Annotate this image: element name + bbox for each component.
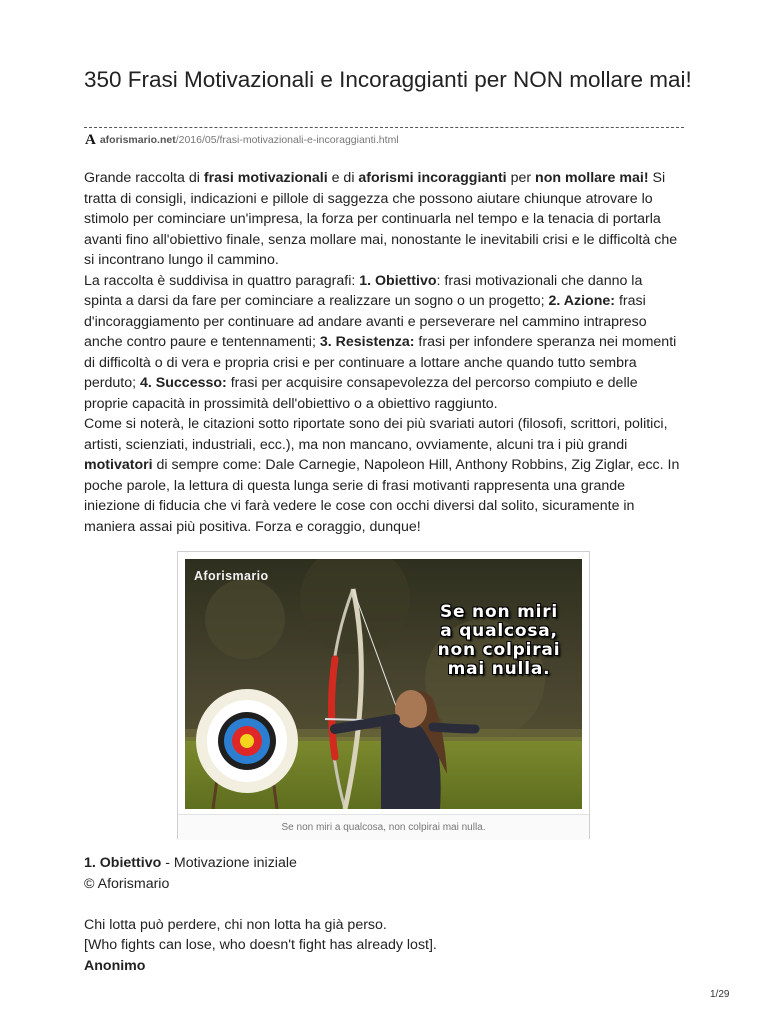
archer-illustration	[185, 559, 582, 809]
archery-figure	[177, 551, 590, 839]
bold-phrase: 1. Obiettivo	[359, 272, 437, 289]
photo-quote-line: non colpirai	[437, 640, 561, 660]
source-path[interactable]: /2016/05/frasi-motivazionali-e-incoraggianti.html	[175, 134, 399, 146]
photo-brand-label: Aforismario	[194, 569, 269, 583]
text-run: Come si noterà, le citazioni sotto riportate sono dei più svariati autori (filosofi, scrittori, politici, artisti, scienziati, industriali, ecc.), ma non mancano, ovviamente, alcuni tra i più grandi	[84, 416, 668, 453]
text-run: La raccolta è suddivisa in quattro paragrafi:	[84, 272, 360, 289]
photo-quote-line: mai nulla.	[447, 659, 551, 679]
source-domain[interactable]: aforismario.net	[99, 134, 176, 146]
section-heading-suffix: - Motivazione iniziale	[161, 855, 297, 871]
text-run: : frasi motivazionali che danno la spinta a darsi da fare per cominciare a realizzare un sogno o un progetto;	[84, 272, 643, 309]
text-run: frasi d'incoraggiamento per continuare ad andare avanti e perseverare nel cammino intrapreso anche contro paure e tentennamenti;	[84, 293, 647, 350]
intro-paragraph-3	[84, 414, 684, 537]
text-run: Grande raccolta di	[84, 170, 204, 186]
section-obiettivo	[84, 853, 684, 976]
source-url[interactable]	[85, 133, 399, 147]
bold-phrase: motivatori	[84, 457, 153, 473]
bold-phrase: aforismi incoraggianti	[358, 170, 507, 186]
quote-author-name: Anonimo	[84, 957, 146, 974]
text-run: frasi per infondere speranza nei momenti di difficoltà o di vera e propria crisi e per continuare a lottare anche quando tutto sembra perduto;	[84, 334, 677, 391]
intro-paragraph-2	[84, 271, 684, 415]
page-title: 350 Frasi Motivazionali e Incoraggianti per NON mollare mai!	[84, 67, 692, 92]
text-run: di sempre come: Dale Carnegie, Napoleon Hill, Anthony Robbins, Zig Ziglar, ecc. In poche parole, la lettura di questa lunga serie di frasi motivanti rappresenta una grande iniezione di fiducia che vi farà vedere le cose con occhi diversi dal solito, sicuramente in maniera assai più positiva. Forza e coraggio, dunque!	[84, 457, 680, 535]
bold-phrase: 3. Resistenza:	[319, 334, 415, 350]
bold-phrase: frasi motivazionali	[203, 170, 328, 186]
text-run: e di	[327, 170, 359, 186]
photo-quote-line: Se non miri	[439, 602, 559, 622]
quote-italian: Chi lotta può perdere, chi non lotta ha già perso.	[84, 916, 387, 933]
archery-photo	[185, 559, 582, 809]
page-counter: 1/29	[710, 989, 730, 1000]
figure-caption: Se non miri a qualcosa, non colpirai mai nulla.	[178, 814, 589, 840]
photo-quote	[419, 603, 579, 679]
text-run: frasi per acquisire consapevolezza del percorso compiuto e delle proprie capacità in prossimità dell'obiettivo o a obiettivo raggiunto.	[84, 375, 638, 412]
text-run: per	[506, 170, 536, 186]
site-logo-icon: A	[85, 132, 96, 148]
text-run: Si tratta di consigli, indicazioni e pillole di saggezza che possono aiutare chiunque atrovare lo stimolo per cominciare un'impresa, la forza per continuarla nel tempo e la tenacia di portarla avanti fino all'obiettivo finale, senza mollare mai, nonostante le inevitabili crisi e le difficoltà che si incontrano lungo il cammino.	[84, 170, 678, 268]
quote-author	[84, 956, 684, 977]
bold-phrase: 4. Successo:	[140, 375, 227, 391]
section-heading-number: 1. Obiettivo	[84, 855, 162, 871]
bold-phrase: non mollare mai!	[535, 170, 649, 186]
section-heading	[84, 853, 684, 874]
quote-english: [Who fights can lose, who doesn't fight has already lost].	[84, 937, 437, 953]
bold-phrase: 2. Azione:	[548, 293, 616, 309]
title-divider	[84, 127, 684, 128]
intro-text	[84, 168, 684, 537]
photo-quote-line: a qualcosa,	[440, 621, 558, 641]
section-copyright: © Aforismario	[84, 875, 170, 892]
intro-paragraph-1	[84, 168, 684, 271]
